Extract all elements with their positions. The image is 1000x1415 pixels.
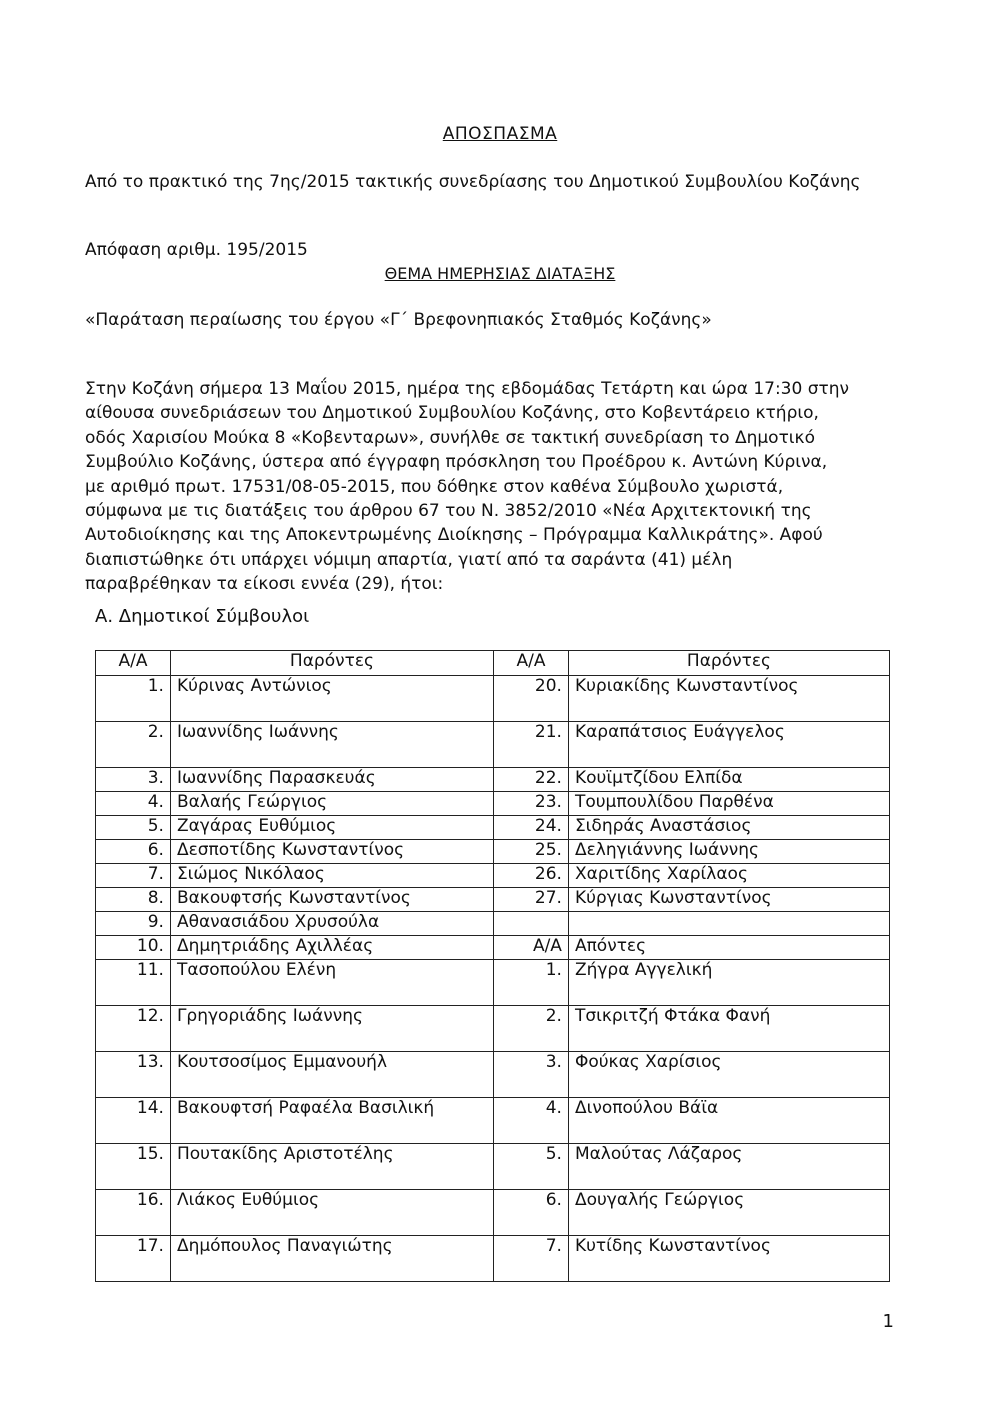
table-row: [96, 840, 890, 864]
table-row: [96, 1098, 890, 1144]
row-number-right: 7.: [494, 1236, 569, 1282]
row-number-left: 2.: [96, 722, 171, 768]
member-name-right: Απόντες: [568, 936, 889, 960]
member-name-right: Κυτίδης Κωνσταντίνος: [568, 1236, 889, 1282]
member-name-left: Κύρινας Αντώνιος: [170, 676, 493, 722]
row-number-left: 10.: [96, 936, 171, 960]
subject-heading: ΘΕΜΑ ΗΜΕΡΗΣΙΑΣ ΔΙΑΤΑΞΗΣ: [384, 264, 616, 283]
body-line: Συμβούλιο Κοζάνης, ύστερα από έγγραφη πρόσκληση του Προέδρου κ. Αντώνη Κύρινα,: [85, 452, 828, 473]
member-name-left: Δημόπουλος Παναγιώτης: [170, 1236, 493, 1282]
row-number-right: 22.: [494, 768, 569, 792]
table-row: [96, 864, 890, 888]
table-row: [96, 722, 890, 768]
table-row: [96, 936, 890, 960]
table-row: [96, 912, 890, 936]
header-present-2: Παρόντες: [568, 651, 889, 676]
row-number-right: 6.: [494, 1190, 569, 1236]
body-line: Στην Κοζάνη σήμερα 13 Μαΐου 2015, ημέρα της εβδομάδας Τετάρτη και ώρα 17:30 στην: [85, 379, 849, 399]
member-name-right: Κυριακίδης Κωνσταντίνος: [568, 676, 889, 722]
row-number-left: 1.: [96, 676, 171, 722]
member-name-left: Πουτακίδης Αριστοτέλης: [170, 1144, 493, 1190]
member-name-left: Δεσποτίδης Κωνσταντίνος: [170, 840, 493, 864]
header-num-1: Α/Α: [96, 651, 171, 676]
row-number-right: 27.: [494, 888, 569, 912]
intro-text: Από το πρακτικό της 7ης/2015 τακτικής συνεδρίασης του Δημοτικού Συμβουλίου Κοζάνης: [85, 172, 861, 192]
row-number-right: 3.: [494, 1052, 569, 1098]
row-number-right: 4.: [494, 1098, 569, 1144]
row-number-right: 20.: [494, 676, 569, 722]
table-row: [96, 888, 890, 912]
table-header-row: [96, 651, 890, 676]
member-name-left: Βακουφτσή Ραφαέλα Βασιλική: [170, 1098, 493, 1144]
row-number-right: [494, 912, 569, 936]
table-row: [96, 1236, 890, 1282]
subject-text: «Παράταση περαίωσης του έργου «Γ΄ Βρεφονηπιακός Σταθμός Κοζάνης»: [85, 310, 712, 330]
document-title: ΑΠΟΣΠΑΣΜΑ: [442, 124, 558, 144]
member-name-left: Αθανασιάδου Χρυσούλα: [170, 912, 493, 936]
member-name-right: Σιδηράς Αναστάσιος: [568, 816, 889, 840]
row-number-left: 17.: [96, 1236, 171, 1282]
member-name-left: Βακουφτσής Κωνσταντίνος: [170, 888, 493, 912]
header-num-2: Α/Α: [494, 651, 569, 676]
row-number-left: 4.: [96, 792, 171, 816]
member-name-left: Ζαγάρας Ευθύμιος: [170, 816, 493, 840]
member-name-right: Δινοπούλου Βάϊα: [568, 1098, 889, 1144]
member-name-right: Μαλούτας Λάζαρος: [568, 1144, 889, 1190]
row-number-left: 15.: [96, 1144, 171, 1190]
member-name-right: Καραπάτσιος Ευάγγελος: [568, 722, 889, 768]
row-number-right: 2.: [494, 1006, 569, 1052]
table-row: [96, 1190, 890, 1236]
table-row: [96, 816, 890, 840]
row-number-right: 23.: [494, 792, 569, 816]
body-line: αίθουσα συνεδριάσεων του Δημοτικού Συμβουλίου Κοζάνης, στο Κοβεντάρειο κτήριο,: [85, 403, 819, 424]
row-number-right: 1.: [494, 960, 569, 1006]
member-name-left: Ιωαννίδης Παρασκευάς: [170, 768, 493, 792]
member-name-left: Δημητριάδης Αχιλλέας: [170, 936, 493, 960]
table-row: [96, 768, 890, 792]
row-number-right: 26.: [494, 864, 569, 888]
member-name-left: Κουτσοσίμος Εμμανουήλ: [170, 1052, 493, 1098]
row-number-left: 7.: [96, 864, 171, 888]
member-name-left: Λιάκος Ευθύμιος: [170, 1190, 493, 1236]
member-name-left: Τασοπούλου Ελένη: [170, 960, 493, 1006]
row-number-right: 21.: [494, 722, 569, 768]
members-table-body: [96, 676, 890, 1282]
member-name-left: Σιώμος Νικόλαος: [170, 864, 493, 888]
row-number-left: 5.: [96, 816, 171, 840]
row-number-left: 12.: [96, 1006, 171, 1052]
member-name-left: Γρηγοριάδης Ιωάννης: [170, 1006, 493, 1052]
row-number-left: 8.: [96, 888, 171, 912]
body-line: διαπιστώθηκε ότι υπάρχει νόμιμη απαρτία, γιατί από τα σαράντα (41) μέλη: [85, 549, 733, 570]
member-name-right: Κουϊμτζίδου Ελπίδα: [568, 768, 889, 792]
row-number-right: Α/Α: [494, 936, 569, 960]
body-line: παραβρέθηκαν τα είκοσι εννέα (29), ήτοι:: [85, 574, 444, 595]
member-name-right: Τσικριτζή Φτάκα Φανή: [568, 1006, 889, 1052]
body-line: Αυτοδιοίκησης και της Αποκεντρωμένης Διοίκησης – Πρόγραμμα Καλλικράτης». Αφού: [85, 525, 823, 546]
row-number-left: 13.: [96, 1052, 171, 1098]
member-name-left: Βαλαής Γεώργιος: [170, 792, 493, 816]
table-row: [96, 1144, 890, 1190]
row-number-right: 24.: [494, 816, 569, 840]
body-line: οδός Χαρισίου Μούκα 8 «Κοβενταρων», συνήλθε σε τακτική συνεδρίαση το Δημοτικό: [85, 427, 815, 448]
row-number-left: 16.: [96, 1190, 171, 1236]
row-number-right: 5.: [494, 1144, 569, 1190]
councillors-heading: Α. Δημοτικοί Σύμβουλοι: [95, 606, 310, 627]
member-name-right: Δουγαλής Γεώργιος: [568, 1190, 889, 1236]
members-table: [95, 650, 890, 1282]
row-number-left: 6.: [96, 840, 171, 864]
meeting-body: [85, 377, 907, 597]
member-name-right: Χαριτίδης Χαρίλαος: [568, 864, 889, 888]
member-name-right: Τουμπουλίδου Παρθένα: [568, 792, 889, 816]
row-number-left: 3.: [96, 768, 171, 792]
table-row: [96, 1052, 890, 1098]
page-number: 1: [882, 1311, 894, 1332]
row-number-left: 14.: [96, 1098, 171, 1144]
header-present-1: Παρόντες: [170, 651, 493, 676]
member-name-right: [568, 912, 889, 936]
body-line: σύμφωνα με τις διατάξεις του άρθρου 67 του Ν. 3852/2010 «Νέα Αρχιτεκτονική της: [85, 501, 812, 522]
row-number-right: 25.: [494, 840, 569, 864]
member-name-right: Ζήγρα Αγγελική: [568, 960, 889, 1006]
member-name-right: Δεληγιάννης Ιωάννης: [568, 840, 889, 864]
table-row: [96, 792, 890, 816]
table-row: [96, 676, 890, 722]
member-name-left: Ιωαννίδης Ιωάννης: [170, 722, 493, 768]
table-row: [96, 960, 890, 1006]
row-number-left: 11.: [96, 960, 171, 1006]
row-number-left: 9.: [96, 912, 171, 936]
member-name-right: Φούκας Χαρίσιος: [568, 1052, 889, 1098]
body-line: με αριθμό πρωτ. 17531/08-05-2015, που δόθηκε στον καθένα Σύμβουλο χωριστά,: [85, 476, 784, 497]
decision-number: Απόφαση αριθμ. 195/2015: [85, 240, 308, 260]
member-name-right: Κύργιας Κωνσταντίνος: [568, 888, 889, 912]
table-row: [96, 1006, 890, 1052]
